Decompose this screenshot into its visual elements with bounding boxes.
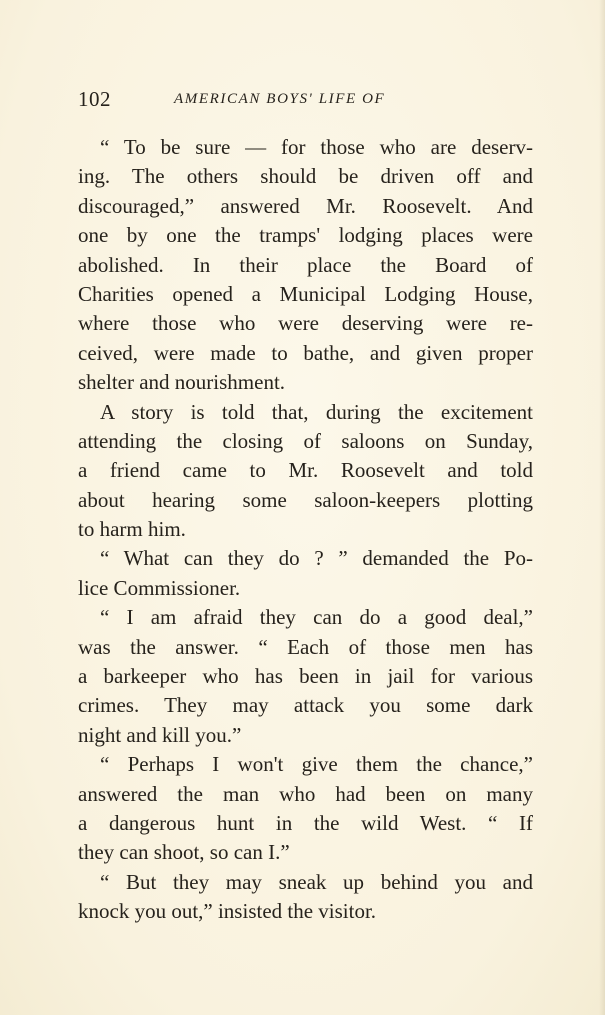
text-line: was the answer. “ Each of those men has [78,634,533,659]
text-line: about hearing some saloon-keepers plotting [78,487,533,512]
text-line: where those who were deserving were re- [78,311,533,336]
text-line: “ What can they do ? ” demanded the Po- [100,546,533,571]
text-line: a barkeeper who has been in jail for various [78,664,533,689]
page-number: 102 [78,87,111,111]
text-line: “ To be sure — for those who are deserv- [100,135,533,159]
text-line: ing. The others should be driven off and [78,164,533,189]
text-line: “ Perhaps I won't give them the chance,” [100,752,533,777]
text-line: “ But they may sneak up behind you and [100,869,533,894]
text-line: they can shoot, so can I.” [78,840,290,865]
body-text [78,133,533,927]
text-line: abolished. In their place the Board of [78,252,533,277]
text-line: lice Commissioner. [78,575,241,600]
text-line: night and kill you.” [78,722,242,747]
text-line: “ I am afraid they can do a good deal,” [100,605,533,630]
text-line: to harm him. [78,517,186,542]
text-line: crimes. They may attack you some dark [78,693,533,718]
text-line: ceived, were made to bathe, and given proper [78,340,533,365]
running-head [78,87,533,117]
text-line: shelter and nourishment. [78,370,286,395]
text-line: a friend came to Mr. Roosevelt and told [78,458,533,483]
text-line: A story is told that, during the excitement [100,399,533,424]
text-line: one by one the tramps' lodging places were [78,223,533,248]
text-line: a dangerous hunt in the wild West. “ If [78,810,533,835]
text-line: Charities opened a Municipal Lodging House, [78,281,533,306]
running-title: AMERICAN BOYS' LIFE OF [174,91,386,107]
page-edge-shadow [599,0,605,1015]
text-line: discouraged,” answered Mr. Roosevelt. And [78,193,533,218]
text-line: attending the closing of saloons on Sunday, [78,428,533,453]
text-line: knock you out,” insisted the visitor. [78,899,377,924]
text-line: answered the man who had been on many [78,781,533,806]
